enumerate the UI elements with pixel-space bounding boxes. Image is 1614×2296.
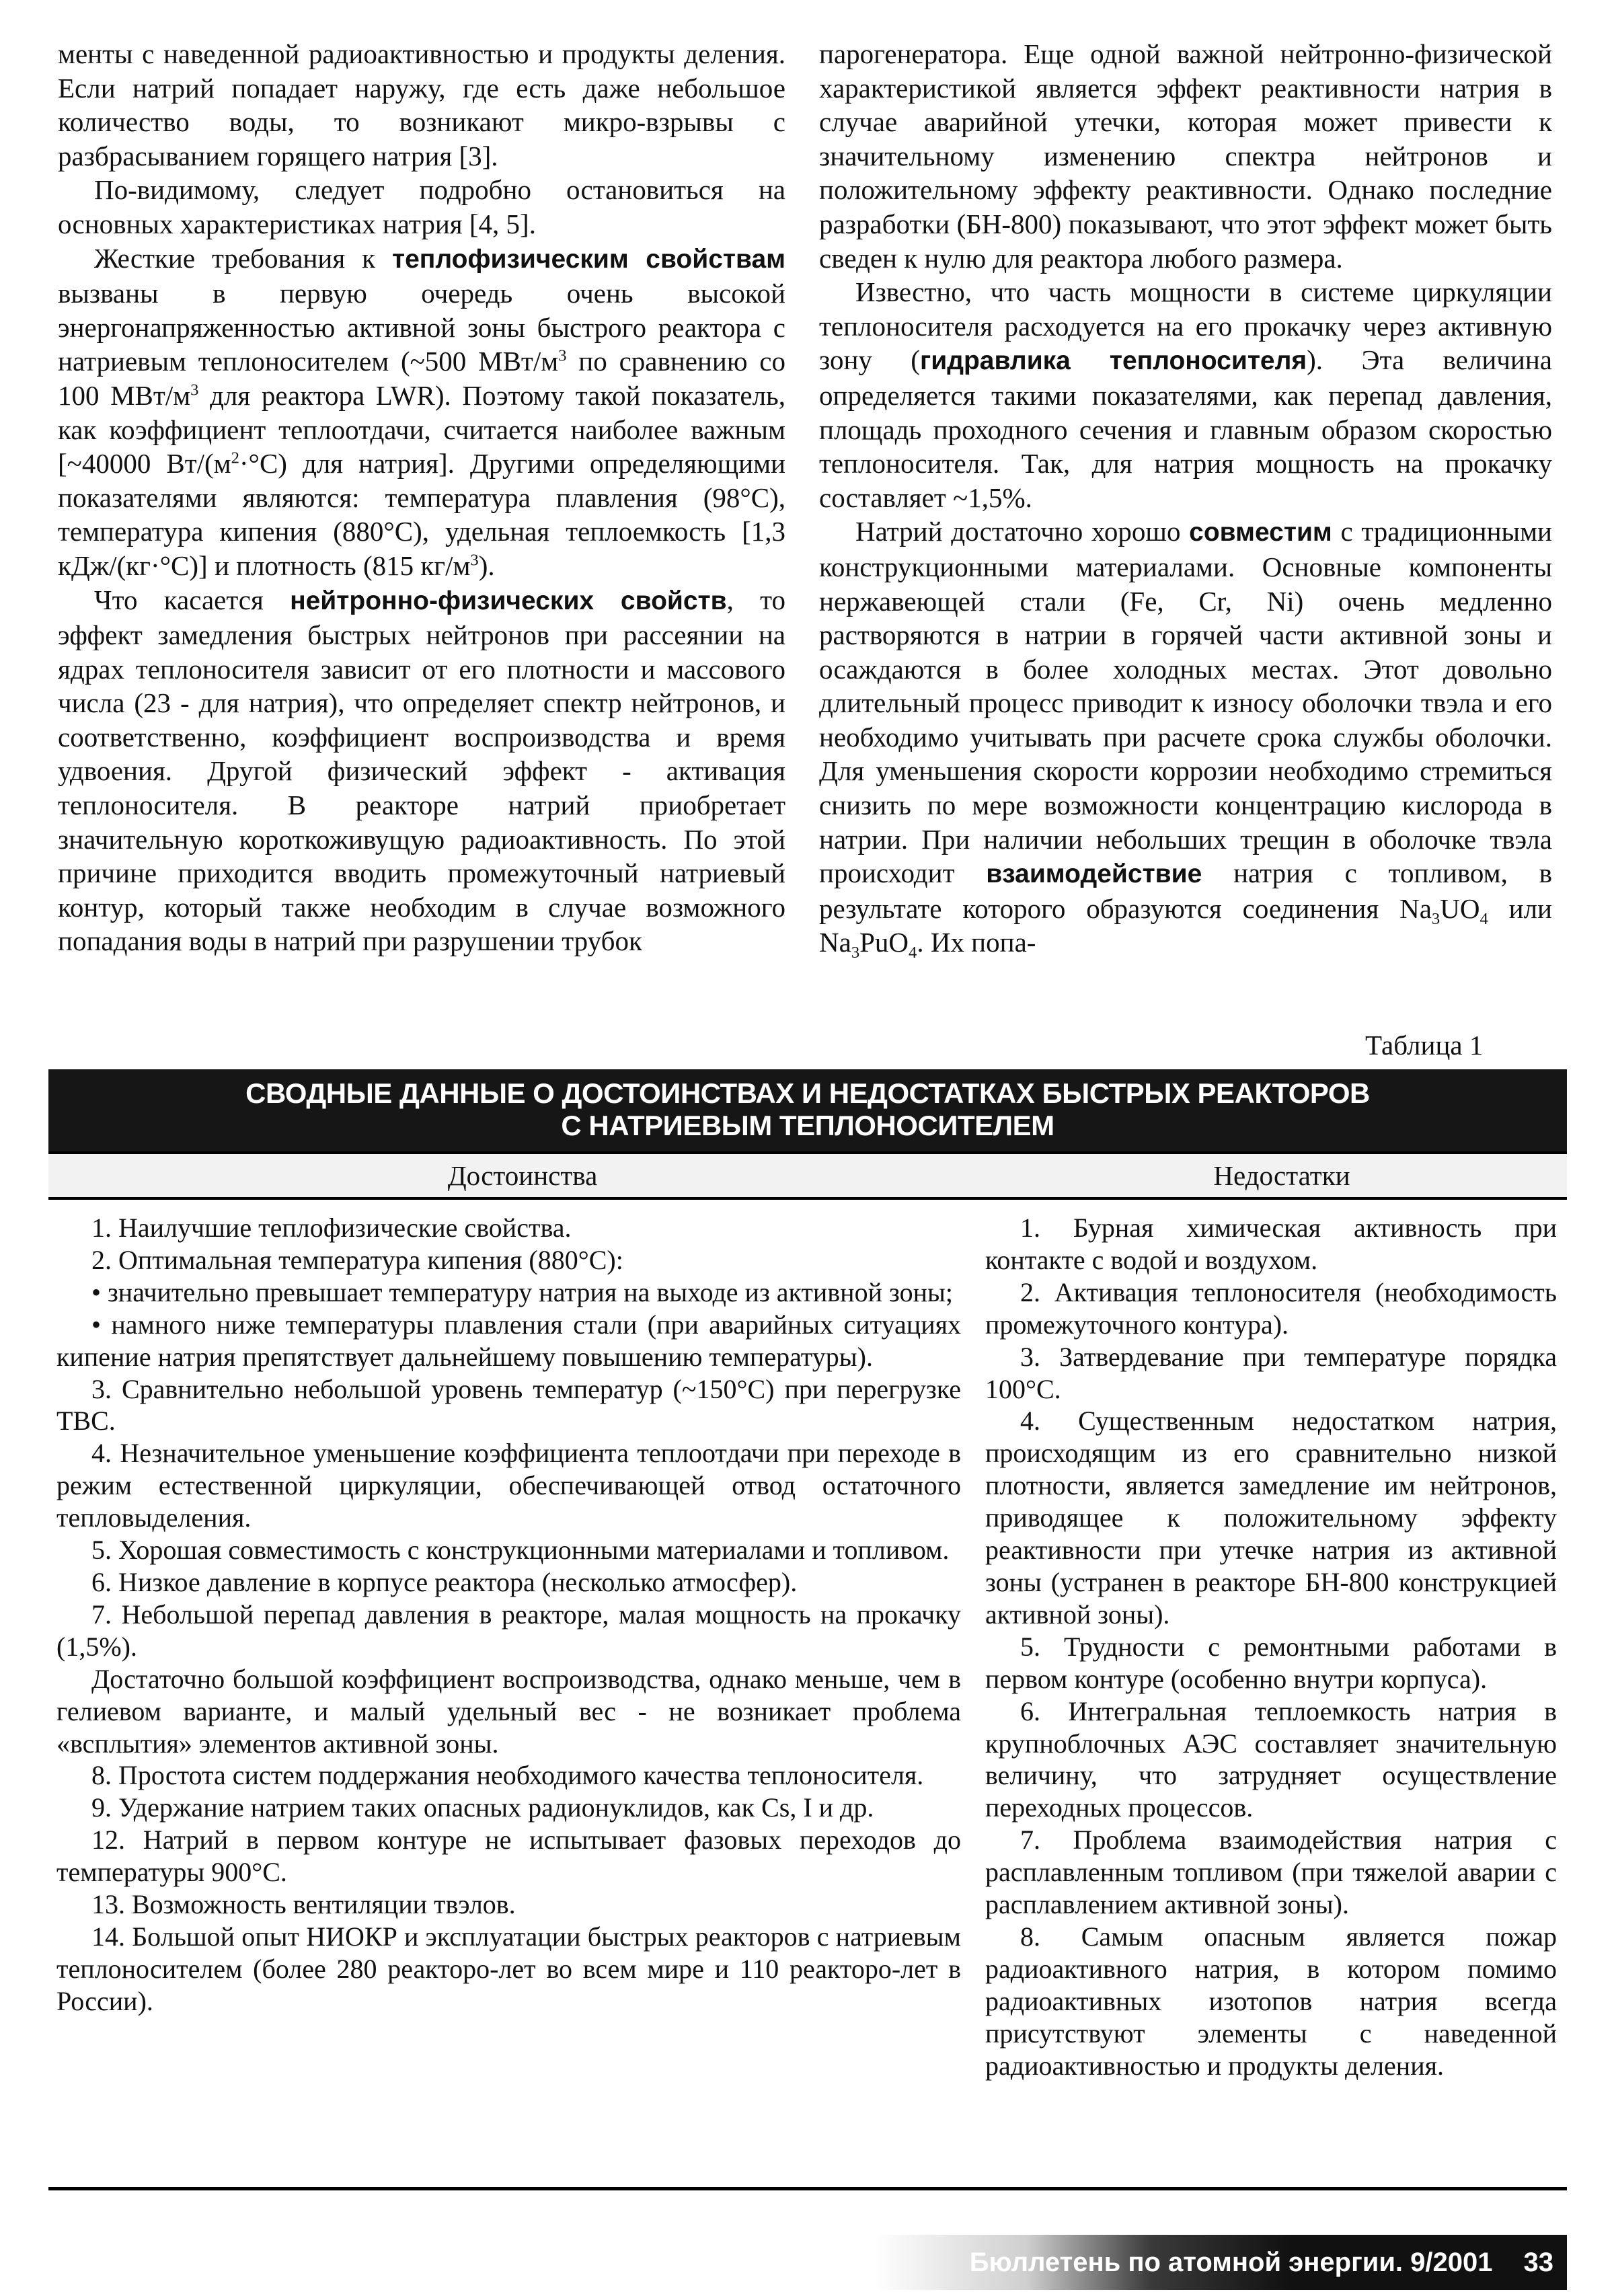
table-item: 12. Натрий в первом контуре не испытывает фазовых переходов до температуры 900°С. — [56, 1825, 961, 1888]
table-item: 8. Простота систем поддержания необходимого качества теплоносителя. — [91, 1760, 924, 1791]
page-number: 33 — [1523, 2247, 1553, 2277]
table-item: 4. Существенным недостатком натрия, происходящим из его сравнительно низкой плотности, является замедление им нейтронов, приводящее к положительному эффекту реактивности при утечке натрия из активной зоны (устранен в реакторе БН-800 конструкцией активной зоны). — [985, 1406, 1557, 1630]
table-item: 7. Небольшой перепад давления в реакторе, малая мощность на прокачку (1,5%). — [56, 1599, 961, 1662]
table-item: 1. Бурная химическая активность при контакте с водой и воздухом. — [985, 1213, 1557, 1275]
table-item: 6. Низкое давление в корпусе реактора (несколько атмосфер). — [91, 1566, 798, 1597]
table-item: 3. Сравнительно небольшой уровень температур (~150°С) при перегрузке ТВС. — [56, 1373, 961, 1437]
table-item: 13. Возможность вентиляции твэлов. — [91, 1889, 516, 1920]
table-title — [48, 1069, 1567, 1151]
paragraph: Известно, что часть мощности в системе циркуляции теплоносителя расходуется на его прокачку через активную зону (гидравлика теплоносителя). Эта величина определяется такими показателями, как перепад давления, площадь проходного сечения и главным образом скоростью теплоносителя. Так, для натрия мощность на прокачку составляет ~1,5%. — [819, 276, 1552, 513]
table-column-headers — [48, 1151, 1567, 1200]
column-header-advantages: Достоинства — [447, 1160, 598, 1191]
table-item: 6. Интегральная теплоемкость натрия в крупноблочных АЭС составляет значительную величину, что затрудняет осуществление переходных процессов. — [985, 1695, 1557, 1823]
column-header-disadvantages: Недостатки — [1213, 1160, 1350, 1191]
table-item: 14. Большой опыт НИОКР и эксплуатации быстрых реакторов с натриевым теплоносителем (более 280 реакторо-лет во всем мире и 110 реакторо-лет в России). — [56, 1921, 961, 2016]
table-bottom-rule — [48, 2187, 1567, 2190]
table-item: Достаточно большой коэффициент воспроизводства, однако меньше, чем в гелиевом варианте, и малый удельный вес - не возникает проблема «всплытия» элементов активной зоны. — [56, 1663, 961, 1759]
table-title-line: С НАТРИЕВЫМ ТЕПЛОНОСИТЕЛЕМ — [561, 1110, 1054, 1141]
table-item: • намного ниже температуры плавления стали (при аварийных ситуациях кипение натрия препятствует дальнейшему повышению температуры). — [56, 1309, 961, 1372]
table-body — [48, 1200, 1567, 2081]
journal-footer — [874, 2235, 1567, 2290]
paragraph: менты с наведенной радиоактивностью и продукты деления. Если натрий попадает наружу, где есть даже небольшое количество воды, то возникают микро-взрывы с разбрасыванием горящего натрия [3]. — [58, 38, 785, 171]
table-item: 4. Незначительное уменьшение коэффициента теплоотдачи при переходе в режим естественной циркуляции, обеспечивающей отвод остаточного тепловыделения. — [56, 1438, 961, 1533]
table-item: 9. Удержание натрием таких опасных радионуклидов, как Cs, I и др. — [91, 1792, 874, 1823]
paragraph: Натрий достаточно хорошо совместим с традиционными конструкционными материалами. Основные компоненты нержавеющей стали (Fe, Cr, Ni) очень медленно растворяются в натрии в горячей части активной зоны и осаждаются в более холодных местах. Этот довольно длительный процесс приводит к износу оболочки твэла и его необходимо учитывать при расчете срока службы оболочки. Для уменьшения скорости коррозии необходимо стремиться снизить по мере возможности концентрацию кислорода в натрии. При наличии небольших трещин в оболочке твэла происходит взаимодействие натрия с топливом, в результате которого образуются соединения $Na_3UO_4$ или $Na_3PuO_4$. Их попа- — [819, 516, 1552, 962]
table-item: 7. Проблема взаимодействия натрия с расплавленным топливом (при тяжелой аварии с расплавлением активной зоны). — [985, 1825, 1557, 1920]
paragraph: Что касается нейтронно-физических свойств, то эффект замедления быстрых нейтронов при рассеянии на ядрах теплоносителя зависит от его плотности и массового числа (23 - для натрия), что определяет спектр нейтронов, и соответственно, коэффициент воспроизводства и время удвоения. Другой физический эффект - активация теплоносителя. В реакторе натрий приобретает значительную короткоживущую радиоактивность. По этой причине приходится вводить промежуточный натриевый контур, который также необходим в случае возможного попадания воды в натрий при разрушении трубок — [58, 584, 785, 957]
table-item: 3. Затвердевание при температуре порядка 100°С. — [985, 1341, 1557, 1404]
advantages-cell — [48, 1200, 973, 2081]
table-item: 8. Самым опасным является пожар радиоактивного натрия, в котором помимо радиоактивных изотопов натрия всегда присутствуют элементы с наведенной радиоактивностью и продукты деления. — [985, 1921, 1557, 2081]
table-item: 2. Активация теплоносителя (необходимость промежуточного контура). — [985, 1276, 1557, 1340]
table-title-line: СВОДНЫЕ ДАННЫЕ О ДОСТОИНСТВАХ И НЕДОСТАТКАХ БЫСТРЫХ РЕАКТОРОВ — [245, 1077, 1370, 1109]
table-item: 5. Трудности с ремонтными работами в первом контуре (особенно внутри корпуса). — [985, 1631, 1557, 1694]
table-item: 5. Хорошая совместимость с конструкционными материалами и топливом. — [91, 1535, 950, 1566]
disadvantages-cell — [973, 1200, 1557, 2081]
left-column — [58, 37, 785, 958]
table-item: 1. Наилучшие теплофизические свойства. — [91, 1213, 572, 1243]
table-item: 2. Оптимальная температура кипения (880°С): — [91, 1244, 623, 1275]
paragraph: парогенератора. Еще одной важной нейтронно-физической характеристикой является эффект реактивности натрия в случае аварийной утечки, которая может привести к значительному изменению спектра нейтронов и положительному эффекту реактивности. Однако последние разработки (БН-800) показывают, что этот эффект может быть сведен к нулю для реактора любого размера. — [819, 38, 1552, 274]
table-item: • значительно превышает температуру натрия на выходе из активной зоны; — [91, 1276, 953, 1307]
paragraph: Жесткие требования к теплофизическим свойствам вызваны в первую очередь очень высокой энергонапряженностью активной зоны быстрого реактора с натриевым теплоносителем (~500 МВт/$м^3$ по сравнению со 100 МВт/$м^3$ для реактора LWR). Поэтому такой показатель, как коэффициент теплоотдачи, считается наиболее важным [~40000 $Вт/(м^2\cdot^\circ С)$ для натрия]. Другими определяющими показателями являются: температура плавления (98°С), температура кипения (880°С), удельная теплоемкость [1,3 кДж/(кг·°С)] и плотность (815 $кг/м^3$). — [58, 242, 785, 581]
paragraph: По-видимому, следует подробно остановиться на основных характеристиках натрия [4, 5]. — [58, 174, 785, 239]
summary-table — [48, 1069, 1567, 2186]
right-column — [819, 37, 1552, 960]
journal-name: Бюллетень по атомной энергии. 9/2001 — [969, 2247, 1493, 2277]
table-caption: Таблица 1 — [1365, 1030, 1484, 1061]
